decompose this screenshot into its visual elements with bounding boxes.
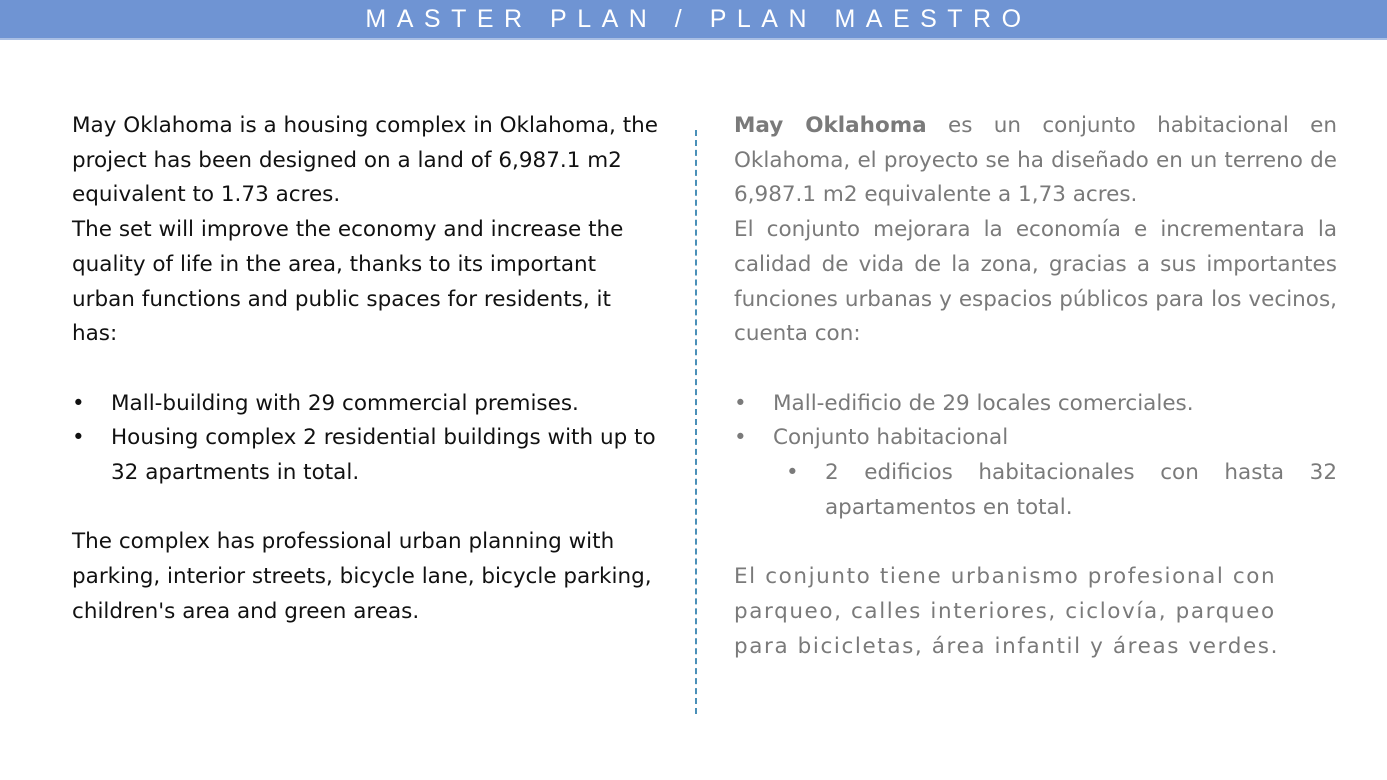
bullet-icon: • [72,425,85,451]
list-item-text: Conjunto habitacional [773,425,1009,451]
list-item [72,421,662,490]
spanish-improve-paragraph: El conjunto mejorara la economía e incrementara la calidad de vida de la zona, gracias a sus importantes funciones urbanas y espacios públicos para los vecinos, cuenta con: [734,217,1337,347]
list-item-text: Mall-building with 29 commercial premises. [111,390,579,416]
list-item [734,387,1337,422]
list-item-text: 2 edificios habitacionales con hasta 32 apartamentos en total. [825,460,1337,520]
english-intro-paragraph: May Oklahoma is a housing complex in Oklahoma, the project has been designed on a land of 6,987.1 m2 equivalent to 1.73 acres. [72,113,659,208]
project-name: May Oklahoma [734,113,927,138]
list-item [734,456,1337,525]
english-bullet-list [72,387,662,491]
english-column [72,109,662,630]
header-bar [0,0,1387,40]
list-item [734,421,1337,456]
spanish-intro-paragraph [734,109,1337,213]
bullet-icon: • [72,390,85,416]
list-item [72,387,662,422]
list-item-text: Mall-edificio de 29 locales comerciales. [773,390,1194,416]
spacer [72,491,662,526]
spacer [72,352,662,387]
english-improve-paragraph: The set will improve the economy and increase the quality of life in the area, thanks to its important urban functions and public spaces for residents, it has: [72,217,624,347]
spanish-closing-paragraph: El conjunto tiene urbanismo profesional con parqueo, calles interiores, ciclovía, parqueo para bicicletas, área infantil y áreas verdes. [734,564,1280,659]
list-item-text: Housing complex 2 residential buildings with up to 32 apartments in total. [111,425,656,486]
bullet-icon: • [734,425,747,451]
bullet-icon: • [734,390,747,416]
spanish-intro-text: es un conjunto habitacional en Oklahoma, el proyecto se ha diseñado en un terreno de 6,987.1 m2 equivalente a 1,73 acres. [734,113,1338,208]
english-closing-paragraph: The complex has professional urban planning with parking, interior streets, bicycle lane, bicycle parking, children's area and green areas. [72,529,652,624]
spanish-column [734,109,1337,664]
column-divider [695,130,697,714]
page-title: MASTER PLAN / PLAN MAESTRO [365,4,1032,33]
bullet-icon: • [786,460,799,486]
spacer [734,525,1337,560]
spanish-bullet-list [734,387,1337,456]
spacer [734,352,1337,387]
spanish-sub-bullet-list [734,456,1337,525]
